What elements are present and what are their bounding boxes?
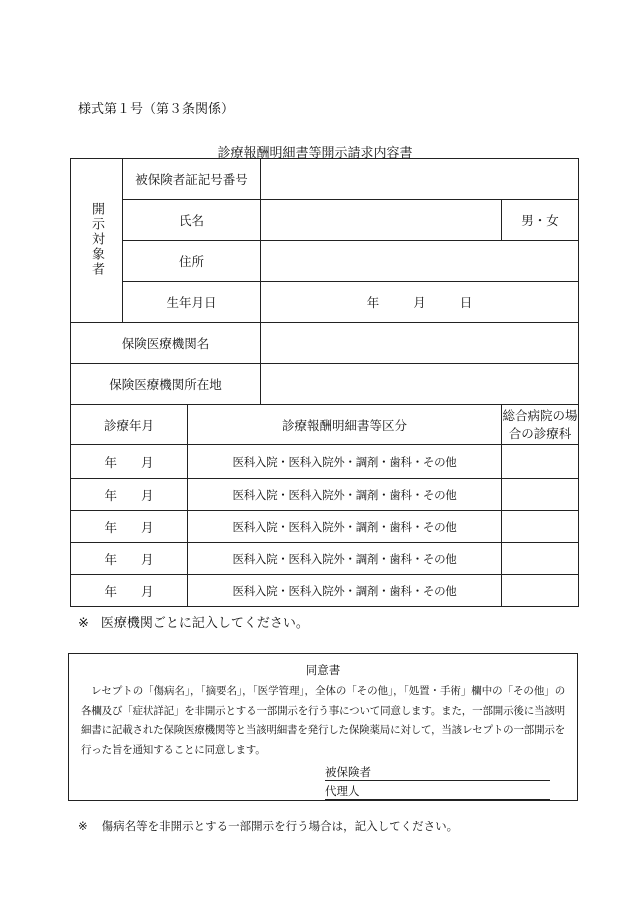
- row-name: [71, 200, 579, 241]
- dept-field[interactable]: [502, 445, 579, 479]
- birth-label: 生年月日: [123, 282, 261, 323]
- institution-name-label: 保険医療機関名: [71, 323, 261, 364]
- name-label: 氏名: [123, 200, 261, 241]
- ym-field[interactable]: 年 月: [71, 543, 188, 575]
- institution-name-field[interactable]: [261, 323, 579, 364]
- category-options[interactable]: 医科入院・医科入院外・調剤・歯科・その他: [188, 445, 502, 479]
- note-mark: ※: [78, 616, 89, 631]
- consent-title: 同意書: [305, 663, 341, 677]
- birth-date-field[interactable]: [261, 282, 579, 323]
- insured-number-label: 被保険者証記号番号: [123, 159, 261, 200]
- birth-month-unit: 月: [413, 295, 426, 310]
- sex-options[interactable]: 男・女: [502, 200, 579, 241]
- ym-field[interactable]: 年 月: [71, 511, 188, 543]
- header-dept: 総合病院の場合の診療科: [502, 405, 579, 445]
- subject-vertical-label: 開示対象者: [71, 159, 123, 323]
- note-per-institution: [78, 612, 309, 631]
- history-row: [71, 479, 579, 511]
- name-field[interactable]: [261, 200, 502, 241]
- row-address: [71, 241, 579, 282]
- form-number: 様式第１号（第３条関係）: [78, 102, 235, 117]
- address-label: 住所: [123, 241, 261, 282]
- birth-year-unit: 年: [366, 295, 380, 310]
- note-text: 傷病名等を非開示とする一部開示を行う場合は，記入してください。: [101, 819, 459, 833]
- header-category: 診療報酬明細書等区分: [188, 405, 502, 445]
- history-row: [71, 575, 579, 607]
- category-options[interactable]: 医科入院・医科入院外・調剤・歯科・その他: [188, 543, 502, 575]
- category-options[interactable]: 医科入院・医科入院外・調剤・歯科・その他: [188, 511, 502, 543]
- consent-body: レセプトの「傷病名」，「摘要名」，「医学管理」，全体の「その他」，「処置・手術」欄中の「その他」の各欄及び「症状詳記」を非開示とする一部開示を行う事について同意します。また，一部開示後に当該明細書に記載された保険医療機関等と当該明細書を発行した保険薬局に対して，当該レセプトの一部開示を行った旨を通知することに同意します。: [81, 685, 565, 756]
- row-institution-name: [71, 323, 579, 364]
- dept-field[interactable]: [502, 511, 579, 543]
- ym-field[interactable]: 年 月: [71, 575, 188, 607]
- row-insured-number: [71, 159, 579, 200]
- history-row: [71, 511, 579, 543]
- row-birth: [71, 282, 579, 323]
- document-title: 診療報酬明細書等開示請求内容書: [217, 146, 413, 161]
- note-partial-disclosure: [78, 818, 458, 834]
- header-ym: 診療年月: [71, 405, 188, 445]
- agent-signature-line[interactable]: 代理人: [325, 783, 550, 800]
- history-header-row: [71, 405, 579, 445]
- institution-address-field[interactable]: [261, 364, 579, 405]
- address-field[interactable]: [261, 241, 579, 282]
- history-row: [71, 445, 579, 479]
- consent-box: [68, 653, 578, 801]
- dept-field[interactable]: [502, 575, 579, 607]
- request-table: [70, 158, 579, 607]
- insured-signature-line[interactable]: 被保険者: [325, 764, 550, 781]
- ym-field[interactable]: 年 月: [71, 479, 188, 511]
- category-options[interactable]: 医科入院・医科入院外・調剤・歯科・その他: [188, 575, 502, 607]
- ym-field[interactable]: 年 月: [71, 445, 188, 479]
- category-options[interactable]: 医科入院・医科入院外・調剤・歯科・その他: [188, 479, 502, 511]
- insured-number-field[interactable]: [261, 159, 579, 200]
- row-institution-address: [71, 364, 579, 405]
- note-mark: ※: [78, 819, 88, 833]
- institution-address-label: 保険医療機関所在地: [71, 364, 261, 405]
- note-text: 医療機関ごとに記入してください。: [100, 616, 309, 631]
- birth-day-unit: 日: [459, 295, 473, 310]
- dept-field[interactable]: [502, 479, 579, 511]
- dept-field[interactable]: [502, 543, 579, 575]
- history-row: [71, 543, 579, 575]
